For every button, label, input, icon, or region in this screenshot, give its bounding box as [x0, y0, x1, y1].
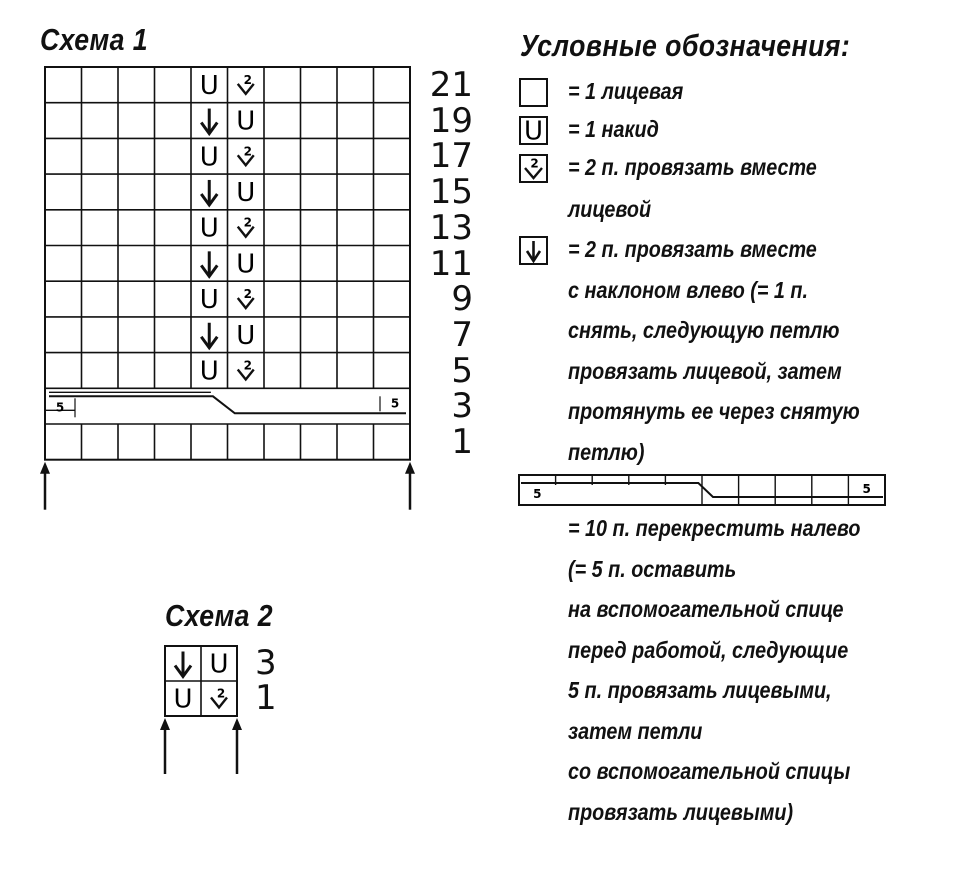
- legend-line: провязать лицевыми): [568, 798, 794, 825]
- repeat-arrow-up-icon: [40, 462, 50, 474]
- yarn-over-symbol: U: [236, 106, 256, 137]
- scheme1-row-number: 19: [429, 100, 473, 141]
- legend-line: = 1 лицевая: [568, 78, 684, 104]
- yarn-over-symbol: U: [199, 285, 219, 316]
- scheme1-title: Схема 1: [40, 22, 149, 57]
- legend-cable-label-left: 5: [533, 487, 542, 501]
- scheme1-row-number: 13: [429, 207, 473, 248]
- k2tog-number: 2: [243, 358, 252, 373]
- yarn-over-symbol: U: [236, 249, 256, 280]
- legend-line: 5 п. провязать лицевыми,: [568, 677, 832, 703]
- scheme1-row-number: 1: [451, 422, 473, 462]
- scheme1-row-number: 11: [429, 243, 473, 284]
- cable-label-left: 5: [55, 400, 65, 415]
- legend-line: с наклоном влево (= 1 п.: [568, 276, 808, 303]
- scheme1-row-number: 5: [451, 350, 473, 391]
- legend-line: на вспомогательной спице: [568, 596, 844, 622]
- legend-line: = 2 п. провязать вместе: [568, 154, 817, 180]
- scheme1-row-number: 17: [429, 136, 473, 177]
- scheme1-row-number: 15: [429, 172, 473, 213]
- repeat-arrow-up-icon: [160, 718, 170, 730]
- k2tog-number: 2: [243, 144, 252, 159]
- yarn-over-symbol: U: [209, 649, 229, 680]
- legend-line: затем петли: [568, 717, 703, 744]
- legend-title: Условные обозначения:: [520, 28, 851, 63]
- k2tog-number: 2: [243, 287, 252, 302]
- legend-line: лицевой: [568, 196, 652, 222]
- legend-yarn-over-symbol: U: [523, 116, 544, 147]
- legend-line: = 1 накид: [568, 116, 659, 142]
- legend-k2tog-number: 2: [530, 156, 539, 171]
- yarn-over-symbol: U: [199, 356, 219, 387]
- scheme1-grid: [40, 67, 415, 510]
- legend-cable-label-right: 5: [862, 482, 871, 496]
- scheme2-title: Схема 2: [165, 598, 274, 633]
- repeat-arrow-up-icon: [232, 718, 242, 730]
- scheme2-row-number: 1: [255, 678, 277, 718]
- scheme1-row-number: 3: [451, 386, 473, 427]
- legend-line: = 2 п. провязать вместе: [568, 236, 817, 262]
- scheme2-row-number: 3: [255, 643, 277, 683]
- legend-line: перед работой, следующие: [568, 636, 849, 663]
- yarn-over-symbol: U: [173, 684, 193, 715]
- legend-line: провязать лицевой, затем: [568, 357, 842, 384]
- legend-line: снять, следующую петлю: [568, 317, 840, 343]
- yarn-over-symbol: U: [199, 213, 219, 244]
- yarn-over-symbol: U: [236, 320, 256, 351]
- k2tog-number: 2: [243, 72, 252, 87]
- repeat-arrow-up-icon: [405, 462, 415, 474]
- yarn-over-symbol: U: [199, 142, 219, 173]
- k2tog-number: 2: [216, 686, 226, 701]
- yarn-over-symbol: U: [199, 70, 219, 101]
- scheme1-row-number: 9: [451, 279, 473, 320]
- scheme1-row-number: 21: [429, 65, 473, 105]
- scheme2-grid: [160, 646, 242, 774]
- legend-line: петлю): [568, 438, 645, 465]
- legend-line: = 10 п. перекрестить налево: [568, 515, 861, 541]
- k2tog-number: 2: [243, 215, 252, 230]
- legend-line: (= 5 п. оставить: [568, 555, 737, 582]
- scheme1-row-number: 7: [451, 314, 473, 355]
- cable-line-lower: [49, 396, 406, 413]
- legend-line: со вспомогательной спицы: [568, 758, 851, 784]
- yarn-over-symbol: U: [236, 177, 256, 208]
- legend-empty-cell: [520, 79, 547, 106]
- cable-label-right: 5: [390, 396, 400, 411]
- legend-line: протянуть ее через снятую: [568, 398, 860, 424]
